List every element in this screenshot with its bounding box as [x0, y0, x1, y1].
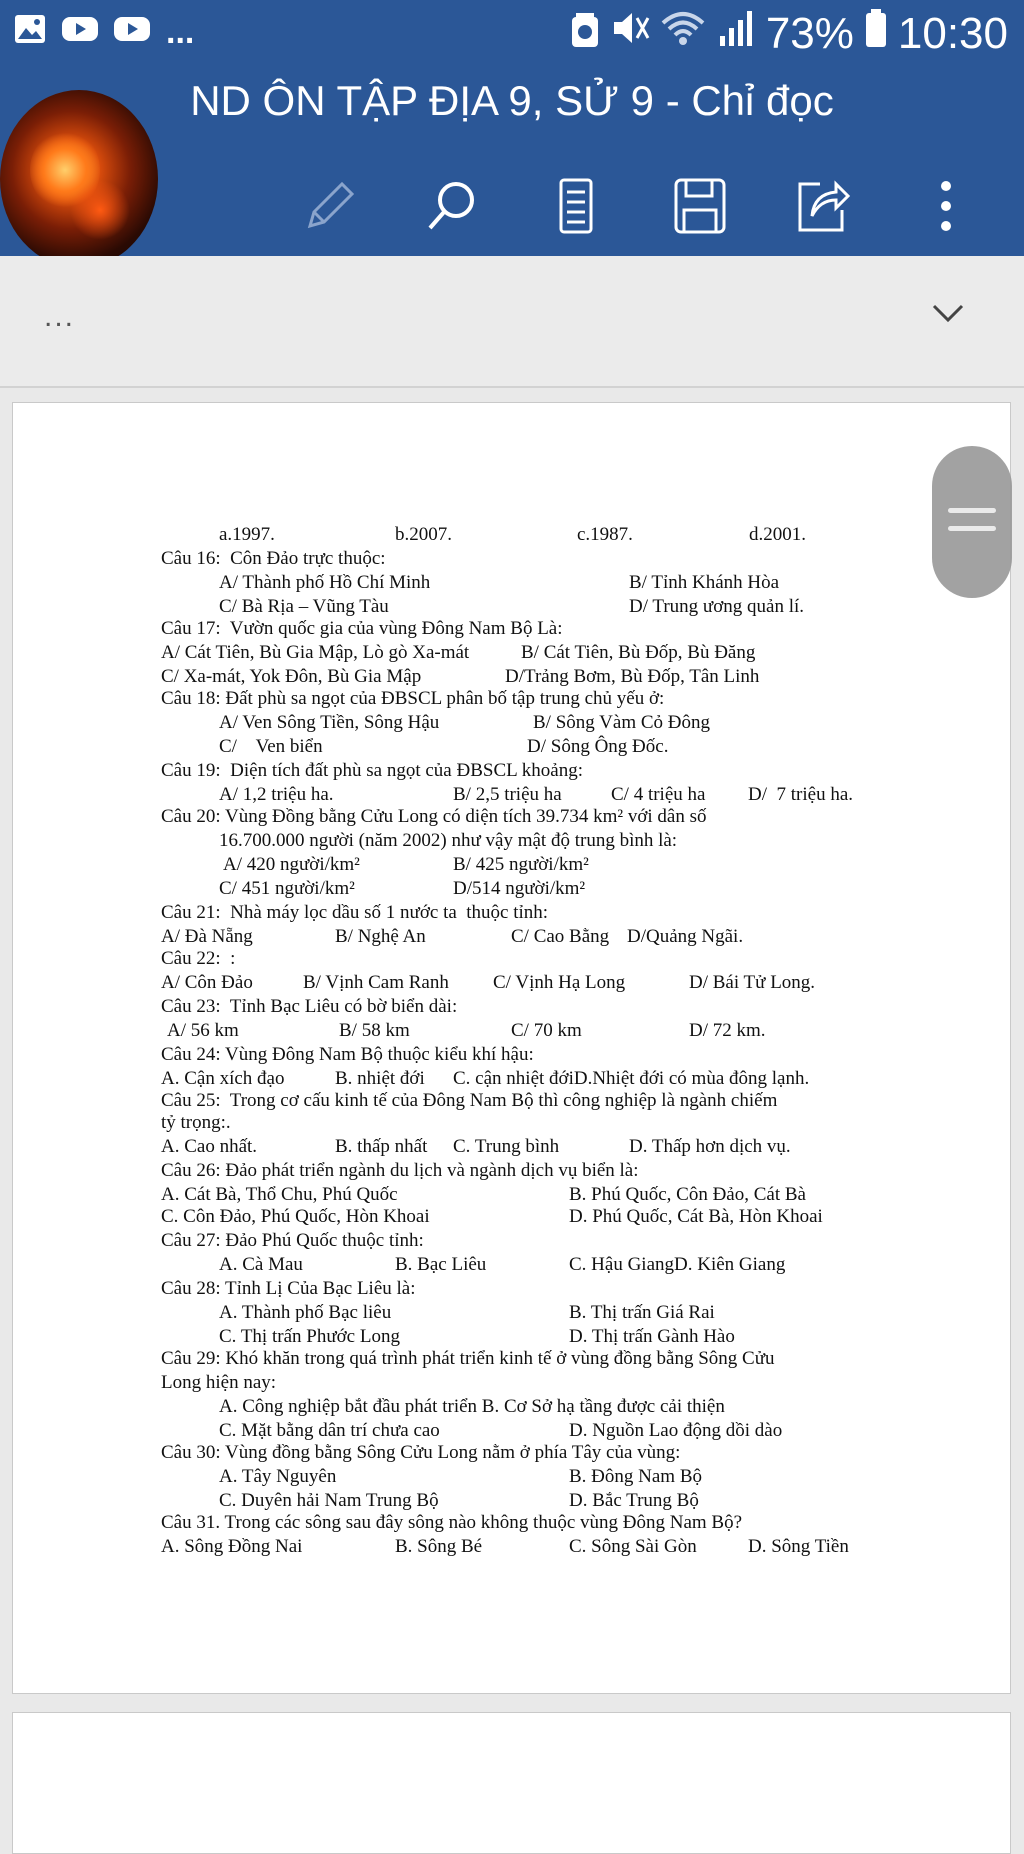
document-line: D. Nguồn Lao động dồi dào	[569, 1420, 783, 1441]
document-line: Câu 27: Đảo Phú Quốc thuộc tỉnh:	[161, 1230, 424, 1251]
document-line: D/514 người/km²	[453, 878, 586, 899]
document-line: A/ Thành phố Hồ Chí Minh	[219, 572, 431, 593]
scroll-thumb[interactable]	[932, 446, 1012, 598]
document-line: A. Tây Nguyên	[219, 1466, 337, 1487]
avatar[interactable]	[0, 90, 158, 268]
document-line: b.2007.	[395, 524, 452, 545]
document-line: Câu 18: Đất phù sa ngọt của ĐBSCL phân bố tập trung chủ yếu ở:	[161, 688, 665, 709]
notification-icons	[14, 14, 194, 49]
share-button[interactable]	[780, 160, 864, 256]
document-line: A/ Ven Sông Tiền, Sông Hậu	[219, 712, 440, 733]
document-line: B/ Vịnh Cam Ranh	[303, 972, 449, 993]
document-line: Câu 29: Khó khăn trong quá trình phát triển kinh tế ở vùng đồng bằng Sông Cửu	[161, 1348, 775, 1369]
document-line: A. Cao nhất.	[161, 1136, 258, 1157]
document-line: B. Thị trấn Giá Rai	[569, 1302, 715, 1323]
battery-percent: 73%	[765, 8, 854, 58]
document-line: D. Phú Quốc, Cát Bà, Hòn Khoai	[569, 1206, 823, 1227]
document-title: ND ÔN TẬP ĐỊA 9, SỬ 9 - Chỉ đọc	[190, 77, 834, 124]
document-line: D/ 7 triệu ha.	[748, 784, 854, 805]
expand-ribbon-button[interactable]	[930, 302, 966, 331]
document-line: C/ 70 km	[511, 1020, 582, 1041]
share-icon	[792, 176, 852, 241]
save-icon	[670, 176, 730, 241]
pencil-icon	[300, 176, 360, 241]
document-line: C. Sông Sài Gòn	[569, 1536, 697, 1557]
document-line: B/ Cát Tiên, Bù Đốp, Bù Đăng	[521, 642, 756, 663]
document-line: Câu 23: Tỉnh Bạc Liêu có bờ biển dài:	[161, 996, 458, 1017]
document-line: A. Sông Đồng Nai	[161, 1536, 303, 1557]
document-line: C. Thị trấn Phước Long	[219, 1326, 400, 1347]
chevron-down-icon	[930, 313, 966, 330]
document-line: D/ 72 km.	[689, 1020, 766, 1041]
wifi-icon	[660, 8, 706, 59]
document-line: C. Trung bình	[453, 1136, 560, 1157]
document-line: A/ Côn Đảo	[161, 972, 253, 993]
document-line: D/Trảng Bơm, Bù Đốp, Tân Linh	[505, 666, 760, 687]
signal-icon	[716, 8, 756, 59]
document-line: C/ 451 người/km²	[219, 878, 355, 899]
document-line: A. Cà Mau	[219, 1254, 303, 1275]
document-line: D. Sông Tiền	[748, 1536, 849, 1557]
document-line: Câu 16: Côn Đảo trực thuộc:	[161, 548, 386, 569]
search-icon	[422, 176, 482, 241]
document-line: Câu 30: Vùng đồng bằng Sông Cửu Long nằm ở phía Tây của vùng:	[161, 1442, 681, 1463]
document-line: A. Cát Bà, Thổ Chu, Phú Quốc	[161, 1184, 398, 1205]
status-bar	[0, 0, 1024, 76]
scroll-grip-line	[948, 508, 996, 513]
youtube-icon	[114, 15, 150, 48]
document-line: A/ Đà Nẵng	[161, 926, 253, 947]
ribbon	[0, 256, 1024, 388]
document-line: Câu 31. Trong các sông sau đây sông nào không thuộc vùng Đông Nam Bộ?	[161, 1512, 743, 1533]
edit-button[interactable]	[288, 160, 372, 256]
document-line: B. Phú Quốc, Côn Đảo, Cát Bà	[569, 1184, 806, 1205]
document-line: c.1987.	[577, 524, 633, 545]
system-icons	[570, 8, 1008, 59]
document-line: B/ Nghệ An	[335, 926, 426, 947]
document-line: C. Hậu GiangD. Kiên Giang	[569, 1254, 786, 1275]
document-line: A. Thành phố Bạc liêu	[219, 1302, 392, 1323]
youtube-icon	[62, 15, 98, 48]
document-line: D/ Trung ương quản lí.	[629, 596, 805, 617]
document-line: B. nhiệt đới	[335, 1068, 425, 1089]
document-line: A/ 420 người/km²	[223, 854, 360, 875]
document-line: D/ Sông Ông Đốc.	[527, 736, 669, 757]
document-line: C. Duyên hải Nam Trung Bộ	[219, 1490, 439, 1511]
document-line: Câu 28: Tỉnh Lị Của Bạc Liêu là:	[161, 1278, 416, 1299]
document-line: Câu 22: :	[161, 948, 236, 969]
document-line: C/ 4 triệu ha	[611, 784, 706, 805]
search-button[interactable]	[410, 160, 494, 256]
document-line: a.1997.	[219, 524, 275, 545]
document-line: B/ Sông Vàm Cỏ Đông	[533, 712, 711, 733]
document-line: B. thấp nhất	[335, 1136, 428, 1157]
mute-icon	[610, 8, 650, 59]
image-icon	[14, 14, 46, 49]
document-line: C. Mặt bằng dân trí chưa cao	[219, 1420, 440, 1441]
reading-view-button[interactable]	[534, 160, 618, 256]
document-line: D. Thấp hơn dịch vụ.	[629, 1136, 791, 1157]
document-line: A/ 1,2 triệu ha.	[219, 784, 334, 805]
document-line: D. Bắc Trung Bộ	[569, 1490, 699, 1511]
document-line: Câu 26: Đảo phát triển ngành du lịch và ngành dịch vụ biển là:	[161, 1160, 639, 1181]
ribbon-more-button[interactable]: ...	[44, 300, 76, 333]
document-line: Câu 19: Diện tích đất phù sa ngọt của ĐBSCL khoảng:	[161, 760, 583, 781]
document-page[interactable]	[12, 402, 1011, 1694]
more-vertical-icon	[936, 176, 956, 241]
document-line: C/ Ven biển	[219, 736, 323, 757]
document-line: d.2001.	[749, 524, 806, 545]
document-line: C/ Vịnh Hạ Long	[493, 972, 626, 993]
clock: 10:30	[897, 8, 1008, 58]
reading-view-icon	[551, 176, 601, 241]
scroll-grip-line	[948, 526, 996, 531]
document-line: C/ Xa-mát, Yok Đôn, Bù Gia Mập	[161, 666, 422, 687]
document-line: B. Bạc Liêu	[395, 1254, 487, 1275]
document-line: 16.700.000 người (năm 2002) như vậy mật độ trung bình là:	[219, 830, 678, 851]
document-line: tỷ trọng:.	[161, 1112, 231, 1133]
next-document-page[interactable]	[12, 1712, 1011, 1854]
document-line: A/ 56 km	[167, 1020, 239, 1041]
document-line: C. cận nhiệt đớiD.Nhiệt đới có mùa đông lạnh.	[453, 1068, 810, 1089]
document-line: Câu 24: Vùng Đông Nam Bộ thuộc kiểu khí hậu:	[161, 1044, 534, 1065]
document-line: Câu 25: Trong cơ cấu kinh tế của Đông Nam Bộ thì công nghiệp là ngành chiếm	[161, 1090, 778, 1111]
battery-saver-icon	[570, 9, 600, 59]
avatar-glow	[70, 180, 130, 240]
document-line: B/ 2,5 triệu ha	[453, 784, 562, 805]
document-line: Long hiện nay:	[161, 1372, 277, 1393]
document-line: D/Quảng Ngãi.	[627, 926, 744, 947]
document-line: C/ Bà Rịa – Vũng Tàu	[219, 596, 389, 617]
more-options-button[interactable]	[904, 160, 988, 256]
document-line: B. Sông Bé	[395, 1536, 483, 1557]
document-line: B. Đông Nam Bộ	[569, 1466, 702, 1487]
document-line: A/ Cát Tiên, Bù Gia Mập, Lò gò Xa-mát	[161, 642, 470, 663]
document-line: Câu 20: Vùng Đồng bằng Cửu Long có diện tích 39.734 km² với dân số	[161, 806, 707, 827]
document-line: B/ 58 km	[339, 1020, 410, 1041]
document-line: A. Công nghiệp bắt đầu phát triển B. Cơ Sở hạ tầng được cải thiện	[219, 1396, 725, 1417]
document-line: B/ 425 người/km²	[453, 854, 589, 875]
more-notifications: ...	[166, 12, 195, 51]
document-line: C. Côn Đảo, Phú Quốc, Hòn Khoai	[161, 1206, 430, 1227]
document-line: D. Thị trấn Gành Hào	[569, 1326, 735, 1347]
document-line: A. Cận xích đạo	[161, 1068, 285, 1089]
document-line: Câu 17: Vườn quốc gia của vùng Đông Nam Bộ Là:	[161, 618, 563, 639]
document-line: C/ Cao Bằng	[511, 926, 610, 947]
document-line: Câu 21: Nhà máy lọc dầu số 1 nước ta thuộc tỉnh:	[161, 902, 549, 923]
battery-icon	[864, 8, 888, 59]
save-button[interactable]	[658, 160, 742, 256]
document-line: D/ Bái Tử Long.	[689, 972, 816, 993]
document-line: B/ Tỉnh Khánh Hòa	[629, 572, 780, 593]
